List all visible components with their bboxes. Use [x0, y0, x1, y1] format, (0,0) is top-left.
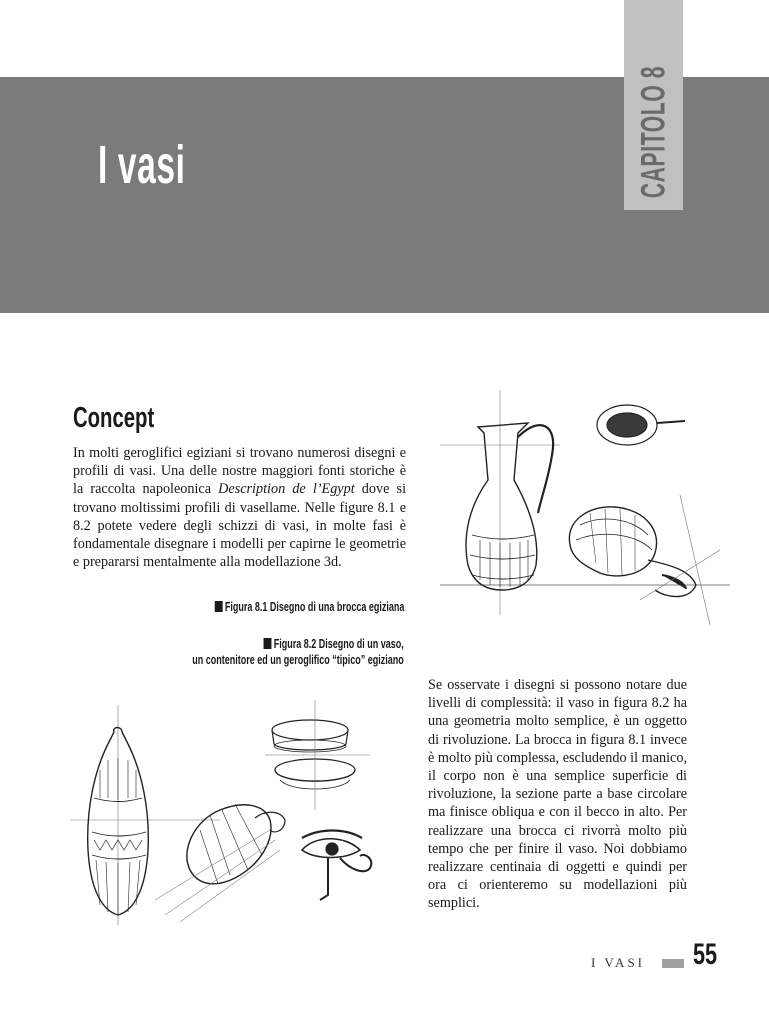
figure-8-1-caption [141, 599, 404, 615]
figure-8-2-caption [110, 636, 404, 668]
section-heading: Concept [73, 402, 155, 434]
figure-8-2-sketch [70, 700, 400, 930]
intro-text-part2: dove si trovano moltissimi profili di vasellame. Nelle figure 8.1 e 8.2 potete vedere degli schizzi di vasi, in molte fasi è fondamentale disegnare i modelli per capirne le geometrie e prepararsi mentalmente alla modellazione 3d. [73, 481, 407, 571]
caption-marker-icon [264, 638, 272, 649]
chapter-title: I vasi [98, 135, 186, 195]
running-title: I VASI [591, 955, 646, 970]
figure-8-2-caption-line1: Figura 8.2 Disegno di un vaso, [273, 637, 404, 651]
complexity-paragraph: Se osservate i disegni si possono notare due livelli di complessità: il vaso in figura 8.2 ha una geometria molto semplice, è un oggetto di rivoluzione. La brocca in figura 8.1 invece è molto più complessa, escludendo il manico, il corpo non è una semplice superficie di rivoluzione, la sezione parte a base circolare ma finisce obliqua e con il becco in alto. Per realizzare una brocca ci rivorrà molto più tempo che per finire il vaso. Noi dobbiamo realizzare centinaia di oggetti e quindi per ora ci orienteremo su modellazioni più semplici. [428, 677, 687, 912]
intro-text-italic: Description de l’Egypt [218, 481, 355, 498]
figure-8-1-sketch [440, 385, 740, 635]
caption-marker-icon [214, 601, 222, 612]
footer-bar [662, 959, 684, 968]
intro-paragraph [73, 444, 406, 571]
figure-8-1-caption-text: Figura 8.1 Disegno di una brocca egiziana [224, 600, 404, 614]
chapter-tab [624, 0, 683, 210]
page-number: 55 [693, 938, 718, 971]
intro-text-part1: In molti geroglifici egiziani si trovano numerosi disegni e profili di vasi. Una delle nostre maggiori fonti storiche è la raccolta napoleonica [73, 445, 406, 498]
chapter-tab-label-wrap [624, 0, 683, 210]
chapter-tab-label: CAPITOLO 8 [634, 65, 672, 199]
figure-8-2-caption-line2: un contenitore ed un geroglifico “tipico” egiziano [192, 653, 404, 667]
